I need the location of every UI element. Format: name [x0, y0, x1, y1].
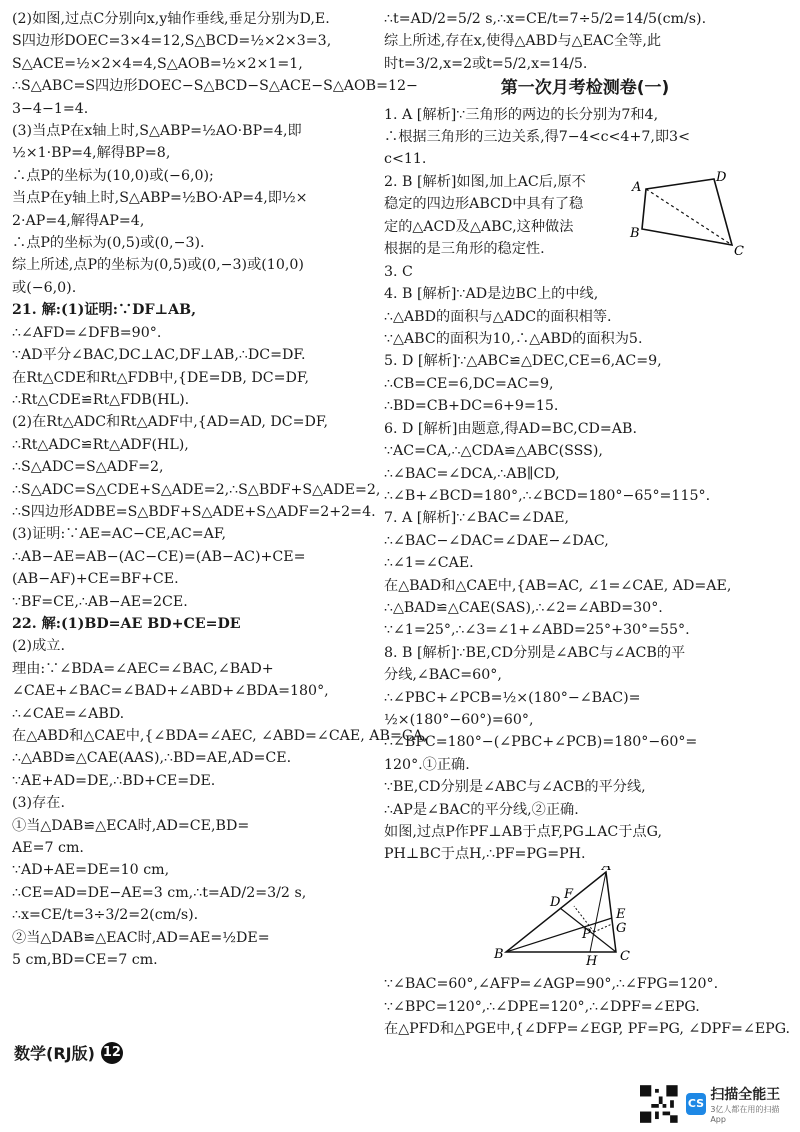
text-line: (2)在Rt△ADC和Rt△ADF中,{AD=AD, DC=DF, — [12, 414, 329, 431]
text-line: ∴S△ADC=S△CDE+S△ADE=2,∴S△BDF+S△ADE=2, — [12, 481, 381, 498]
text-line: ∴CB=CE=6,DC=AC=9, — [384, 375, 554, 392]
text-line: ∴∠B+∠BCD=180°,∴∠BCD=180°−65°=115°. — [384, 487, 711, 504]
quad-label: D — [716, 170, 727, 185]
quad-label: B — [630, 225, 640, 241]
text-line: 当点P在y轴上时,S△ABP=½BO·AP=4,即½× — [12, 190, 308, 207]
text-line: 4. B [解析]∵AD是边BC上的中线, — [384, 286, 599, 303]
text-line: c<11. — [384, 151, 427, 168]
text-line: 2·AP=4,解得AP=4, — [12, 212, 145, 229]
qr-code-icon — [640, 1084, 678, 1124]
text-line: ∴点P的坐标为(0,5)或(0,−3). — [12, 235, 205, 252]
text-line: ∴BD=CB+DC=6+9=15. — [384, 398, 559, 415]
text-line: ∴S△ADC=S△ADF=2, — [12, 459, 164, 476]
text-line: 在△ABD和△CAE中,{∠BDA=∠AEC, ∠ABD=∠CAE, AB=CA, — [12, 728, 428, 744]
text-line: ∴∠BPC=180°−(∠PBC+∠PCB)=180°−60°= — [384, 734, 698, 751]
text-line: ∴Rt△CDE≌Rt△FDB(HL). — [12, 391, 190, 408]
text-line: ∴△BAD≌△CAE(SAS),∴∠2=∠ABD=30°. — [384, 599, 663, 616]
text-line: (3)当点P在x轴上时,S△ABP=½AO·BP=4,即 — [12, 123, 302, 140]
text-line: (3)存在. — [12, 795, 65, 812]
text-line: 3. C — [384, 263, 413, 280]
text-line: ∴S△ABC=S四边形DOEC−S△BCD−S△ACE−S△AOB=12− — [12, 78, 418, 95]
tri-label: D — [550, 894, 561, 910]
text-line: ②当△DAB≌△EAC时,AD=AE=½DE= — [12, 929, 270, 946]
text-line: (2)成立. — [12, 638, 65, 655]
text-line: ∠CAE+∠BAC=∠BAD+∠ABD+∠BDA=180°, — [12, 683, 329, 700]
text-line: 5 cm,BD=CE=7 cm. — [12, 952, 158, 969]
text-line: ∴△ABD≌△CAE(AAS),∴BD=AE,AD=CE. — [12, 750, 292, 767]
scanner-text — [710, 1084, 790, 1124]
question-21-heading: 21. 解:(1)证明:∵DF⊥AB, — [12, 302, 197, 319]
text-line: 分线,∠BAC=60°, — [384, 667, 502, 684]
text-line: S四边形DOEC=3×4=12,S△BCD=½×2×3=3, — [12, 33, 332, 50]
text-line: ∴∠BAC−∠DAC=∠DAE−∠DAC, — [384, 532, 609, 549]
text-line: 120°.①正确. — [384, 756, 470, 773]
text-line: 根据的是三角形的稳定性. — [384, 241, 545, 258]
text-line: ∵△ABC的面积为10,∴△ABD的面积为5. — [384, 331, 643, 348]
section-title: 第一次月考检测卷(一) — [500, 78, 670, 99]
text-line: 3−4−1=4. — [12, 100, 89, 117]
text-line: ∴点P的坐标为(10,0)或(−6,0); — [12, 167, 214, 184]
text-line: ∴AP是∠BAC的平分线,②正确. — [384, 801, 579, 818]
text-line: ∴x=CE/t=3÷3/2=2(cm/s). — [12, 907, 199, 924]
question-2-block — [384, 171, 786, 261]
text-line: 7. A [解析]∵∠BAC=∠DAE, — [384, 510, 569, 527]
scanner-app-name: 扫描全能王 — [710, 1087, 781, 1103]
text-line: ∴AB−AE=AB−(AC−CE)=(AB−AC)+CE= — [12, 548, 306, 565]
text-line: 5. D [解析]∵△ABC≌△DEC,CE=6,AC=9, — [384, 353, 662, 370]
text-line: ∴△ABD的面积与△ADC的面积相等. — [384, 308, 612, 325]
text-line: ∵AD平分∠BAC,DC⊥AC,DF⊥AB,∴DC=DF. — [12, 347, 306, 364]
text-line: ∴t=AD/2=5/2 s,∴x=CE/t=7÷5/2=14/5(cm/s). — [384, 11, 707, 27]
text-line: ①当△DAB≌△ECA时,AD=CE,BD= — [12, 817, 250, 834]
text-line: 如图,过点P作PF⊥AB于点F,PG⊥AC于点G, — [384, 824, 662, 840]
text-line: 在Rt△CDE和Rt△FDB中,{DE=DB, DC=DF, — [12, 369, 309, 386]
text-line: (3)证明:∵AE=AC−CE,AC=AF, — [12, 526, 227, 543]
text-line: ∴∠PBC+∠PCB=½×(180°−∠BAC)= — [384, 689, 641, 706]
tri-label: G — [616, 920, 627, 936]
subject-label: 数学(RJ版) — [14, 1044, 95, 1063]
text-line: 1. A [解析]∵三角形的两边的长分别为7和4, — [384, 106, 659, 123]
scanner-logo-icon: CS — [686, 1093, 707, 1115]
text-line: 2. B [解析]如图,加上AC后,原不 — [384, 173, 586, 190]
text-line: 在△BAD和△CAE中,{AB=AC, ∠1=∠CAE, AD=AE, — [384, 577, 732, 594]
text-line: (2)如图,过点C分别向x,y轴作垂线,垂足分别为D,E. — [12, 11, 330, 27]
text-line: ∴CE=AD=DE−AE=3 cm,∴t=AD/2=3/2 s, — [12, 884, 307, 901]
question-2-text — [384, 171, 628, 261]
text-line: 或(−6,0). — [12, 279, 77, 296]
text-line: ∴∠1=∠CAE. — [384, 555, 474, 572]
text-line: ∴S四边形ADBE=S△BDF+S△ADE+S△ADF=2+2=4. — [12, 503, 376, 520]
triangle-figure — [384, 866, 786, 966]
tri-label: F — [564, 886, 574, 902]
quad-label: C — [734, 243, 744, 259]
text-line: 综上所述,存在x,使得△ABD与△EAC全等,此 — [384, 33, 662, 50]
line-ah — [590, 872, 606, 952]
page-number: 12 — [101, 1042, 123, 1064]
scanner-watermark — [640, 1082, 790, 1126]
text-line: ∵∠BPC=120°,∴∠DPE=120°,∴∠DPF=∠EPG. — [384, 998, 700, 1015]
text-line: ½×(180°−60°)=60°, — [384, 711, 534, 728]
text-line: ∵BE,CD分别是∠ABC与∠ACB的平分线, — [384, 779, 646, 796]
text-line: (AB−AF)+CE=BF+CE. — [12, 571, 179, 588]
text-line: ∵AD+AE=DE=10 cm, — [12, 862, 170, 879]
page-footer — [14, 1041, 123, 1064]
right-column — [384, 8, 791, 1040]
quad-label: A — [632, 179, 642, 195]
quadrilateral-figure — [628, 171, 748, 261]
text-line: ∵AC=CA,∴△CDA≌△ABC(SSS), — [384, 443, 603, 460]
tri-label: P — [582, 926, 591, 942]
question-22-heading: 22. 解:(1)BD=AE BD+CE=DE — [12, 615, 241, 632]
text-line: ∵AE+AD=DE,∴BD+CE=DE. — [12, 772, 216, 789]
text-line: 6. D [解析]由题意,得AD=BC,CD=AB. — [384, 420, 637, 437]
text-line: 理由:∵∠BDA=∠AEC=∠BAC,∠BAD+ — [12, 660, 274, 677]
tri-label: A — [602, 865, 612, 874]
text-line: ∴∠CAE=∠ABD. — [12, 705, 125, 722]
quad-outline — [642, 179, 732, 245]
text-line: 8. B [解析]∵BE,CD分别是∠ABC与∠ACB的平 — [384, 644, 686, 661]
text-line: 在△PFD和△PGE中,{∠DFP=∠EGP, PF=PG, ∠DPF=∠EPG. — [384, 1021, 791, 1038]
text-line: S△ACE=½×2×4=4,S△AOB=½×2×1=1, — [12, 55, 303, 72]
tri-label: E — [616, 906, 626, 922]
line-pg — [594, 924, 612, 932]
text-line: PH⊥BC于点H,∴PF=PG=PH. — [384, 846, 586, 863]
tri-label: B — [494, 946, 504, 962]
text-line: ∴Rt△ADC≌Rt△ADF(HL), — [12, 436, 189, 453]
text-line: ∴∠AFD=∠DFB=90°. — [12, 324, 162, 341]
text-line: ∴根据三角形的三边关系,得7−4<c<4+7,即3< — [384, 129, 690, 146]
text-line: ∴∠BAC=∠DCA,∴AB∥CD, — [384, 465, 560, 482]
text-line: AE=7 cm. — [12, 840, 84, 857]
text-line: ∵∠BAC=60°,∠AFP=∠AGP=90°,∴∠FPG=120°. — [384, 976, 719, 993]
text-line: 稳定的四边形ABCD中具有了稳 — [384, 196, 584, 213]
tri-label: C — [620, 948, 630, 964]
text-line: 时t=3/2,x=2或t=5/2,x=14/5. — [384, 55, 588, 72]
tri-label: H — [586, 953, 598, 966]
text-line: ½×1·BP=4,解得BP=8, — [12, 145, 171, 162]
triangle-abc — [506, 872, 616, 952]
text-line: 综上所述,点P的坐标为(0,5)或(0,−3)或(10,0) — [12, 257, 304, 274]
scanner-tagline: 3亿人都在用的扫描App — [710, 1105, 780, 1124]
text-line: ∵BF=CE,∴AB−AE=2CE. — [12, 593, 188, 610]
text-line: 定的△ACD及△ABC,这种做法 — [384, 218, 574, 235]
text-line: ∵∠1=25°,∴∠3=∠1+∠ABD=25°+30°=55°. — [384, 622, 690, 639]
